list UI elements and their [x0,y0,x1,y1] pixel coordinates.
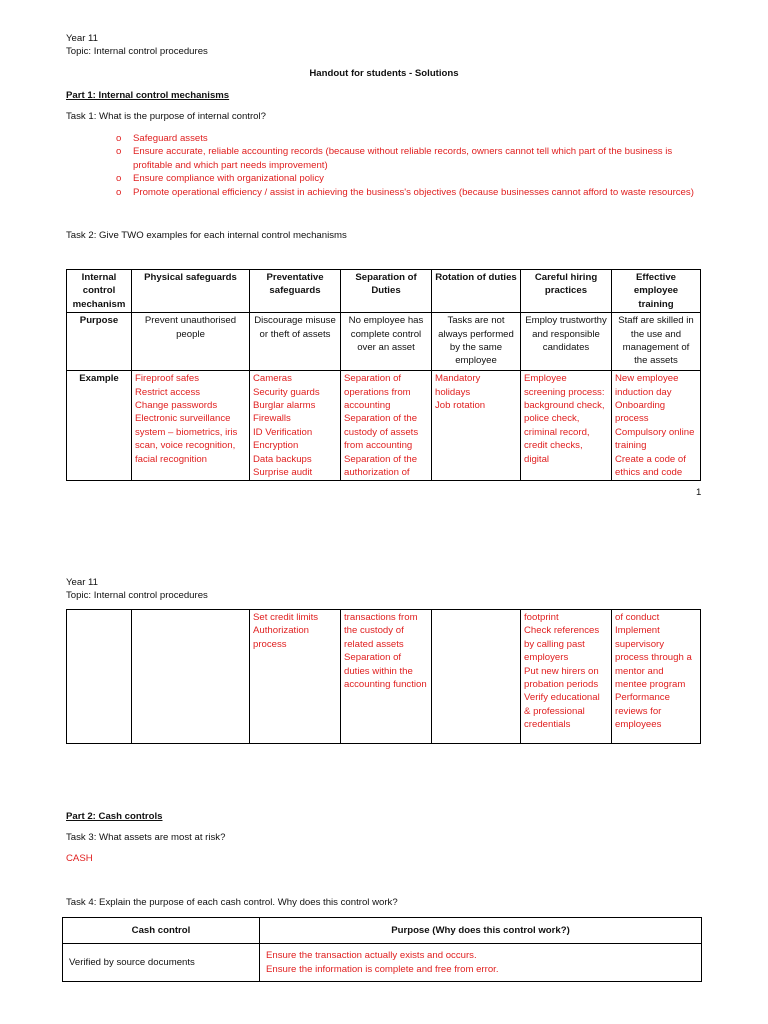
cash-control-table [62,917,702,982]
cash-header-purpose: Purpose (Why does this control work?) [260,918,702,944]
task4-question: Task 4: Explain the purpose of each cash control. Why does this control work? [66,897,398,908]
task3-answer: CASH [66,853,93,864]
table-header-cell: Internal control mechanism [67,270,132,313]
year-label: Year 11 [66,577,99,588]
table-row [63,944,702,982]
topic-label: Topic: Internal control procedures [66,46,208,58]
table-cell: Discourage misuse or theft of assets [250,313,341,371]
table-cell: Tasks are not always performed by the same employee [432,313,521,371]
cash-header-control: Cash control [63,918,260,944]
cash-purpose-cell: Ensure the transaction actually exists and occurs. Ensure the information is complete and free from error. [260,944,702,982]
task1-answer: o Ensure accurate, reliable accounting records (because without reliable records, owners cannot tell which part of the business is profitable and which part needs improvement) [116,145,706,172]
topic-label: Topic: Internal control procedures [66,590,208,602]
cash-control-cell: Verified by source documents [63,944,260,982]
task1-answer: o Ensure compliance with organizational policy [116,172,706,185]
table-cell: Fireproof safes Restrict access Change passwords Electronic surveillance system – biometrics, iris scan, voice recognition, facial recognition [132,371,250,481]
page2-header [66,576,208,603]
task1-question: Task 1: What is the purpose of internal control? [66,111,266,122]
page-number: 1 [696,487,702,498]
table-cell: Mandatory holidays Job rotation [432,371,521,481]
table-row-purpose [67,313,701,371]
task3-question: Task 3: What assets are most at risk? [66,832,226,843]
table-cell: Cameras Security guards Burglar alarms Firewalls ID Verification Encryption Data backups Surprise audit [250,371,341,481]
table-cell: Separation of operations from accounting Separation of the custody of assets from accounting Separation of the authorization of [341,371,432,481]
task2-question: Task 2: Give TWO examples for each internal control mechanisms [66,230,347,241]
table-header-cell: Effective employee training [612,270,701,313]
table-header-cell: Preventative safeguards [250,270,341,313]
cash-table-header-row [63,918,702,944]
task1-answer: o Promote operational efficiency / assist in achieving the business's objectives (because businesses cannot afford to waste resources) [116,186,706,199]
task1-answer-list [116,132,706,199]
table-row-example-continued [67,610,701,744]
table-header-cell: Separation of Duties [341,270,432,313]
row-label: Example [67,371,132,481]
table-cell: New employee induction day Onboarding process Compulsory online training Create a code of ethics and code [612,371,701,481]
table-header-row [67,270,701,313]
table-cell [132,610,250,744]
table-header-cell: Careful hiring practices [521,270,612,313]
table-cell [432,610,521,744]
table-cell: Prevent unauthorised people [132,313,250,371]
part1-heading: Part 1: Internal control mechanisms [66,90,230,101]
table-cell: of conduct Implement supervisory process through a mentor and mentee program Performance reviews for employees [612,610,701,744]
table-cell: transactions from the custody of related assets Separation of duties within the accounting function [341,610,432,744]
table-header-cell: Rotation of duties [432,270,521,313]
task1-answer: o Safeguard assets [116,132,706,145]
table-cell: No employee has complete control over an asset [341,313,432,371]
table-cell: Staff are skilled in the use and management of the assets [612,313,701,371]
table-cell [67,610,132,744]
year-label: Year 11 [66,33,99,44]
internal-control-table [66,269,701,481]
table-cell: Employee screening process: background check, police check, criminal record, credit checks, digital [521,371,612,481]
part2-heading: Part 2: Cash controls [66,811,163,822]
table-cell: Set credit limits Authorization process [250,610,341,744]
table-cell: footprint Check references by calling past employers Put new hirers on probation periods Verify educational & professional credentials [521,610,612,744]
internal-control-table-continued [66,609,701,744]
handout-title: Handout for students - Solutions [309,68,459,79]
row-label: Purpose [67,313,132,371]
table-row-example [67,371,701,481]
page1-header [66,32,208,59]
table-cell: Employ trustworthy and responsible candidates [521,313,612,371]
table-header-cell: Physical safeguards [132,270,250,313]
